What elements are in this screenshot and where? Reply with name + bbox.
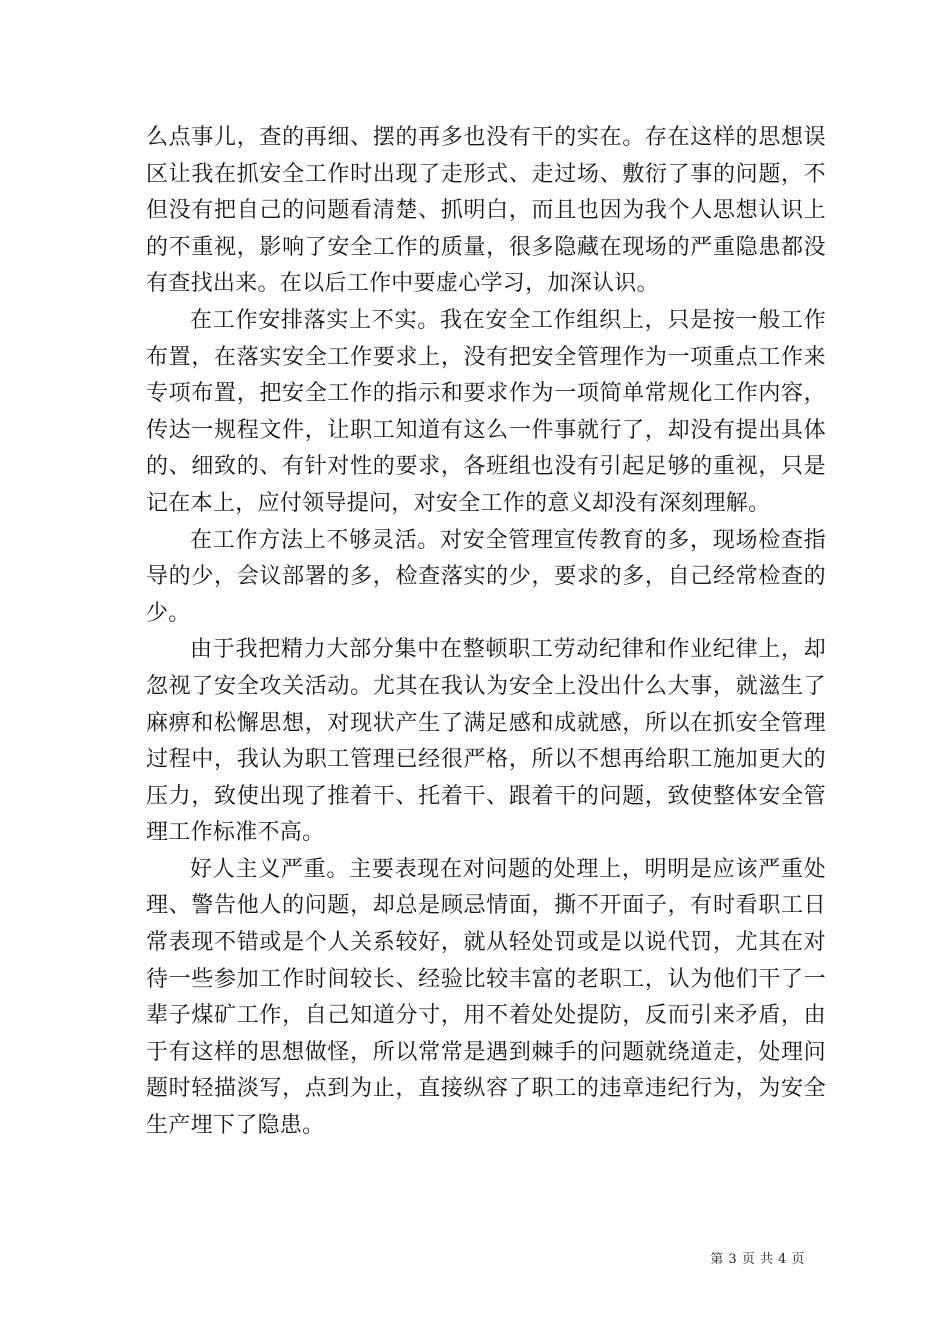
paragraph-5: 好人主义严重。主要表现在对问题的处理上，明明是应该严重处理、警告他人的问题，却总是顾忌情面，撕不开面子，有时看职工日常表现不错或是个人关系较好，就从轻处罚或是以说代罚，尤其在对待一些参加工作时间较长、经验比较丰富的老职工，认为他们干了一辈子煤矿工作，自己知道分寸，用不着处处提防，反而引来矛盾，由于有这样的思想做怪，所以常常是遇到棘手的问题就绕道走，处理问题时轻描淡写，点到为止，直接纵容了职工的违章违纪行为，为安全生产埋下了隐患。 xyxy=(146,856,826,1139)
paragraph-1: 么点事儿，查的再细、摆的再多也没有干的实在。存在这样的思想误区让我在抓安全工作时出现了走形式、走过场、敷衍了事的问题，不但没有把自己的问题看清楚、抓明白，而且也因为我个人思想认识上的不重视，影响了安全工作的质量，很多隐藏在现场的严重隐患都没有查找出来。在以后工作中要虚心学习，加深认识。 xyxy=(146,125,826,297)
paragraph-2: 在工作安排落实上不实。我在安全工作组织上，只是按一般工作布置，在落实安全工作要求上，没有把安全管理作为一项重点工作来专项布置，把安全工作的指示和要求作为一项简单常规化工作内容，传达一规程文件，让职工知道有这么一件事就行了，却没有提出具体的、细致的、有针对性的要求，各班组也没有引起足够的重视，只是记在本上，应付领导提问，对安全工作的意义却没有深刻理解。 xyxy=(146,307,826,516)
page-number-footer: 第 3 页 共 4 页 xyxy=(710,1252,805,1267)
paragraph-4: 由于我把精力大部分集中在整顿职工劳动纪律和作业纪律上，却忽视了安全攻关活动。尤其在我认为安全上没出什么大事，就滋生了麻痹和松懈思想，对现状产生了满足感和成就感，所以在抓安全管理过程中，我认为职工管理已经很严格，所以不想再给职工施加更大的压力，致使出现了推着干、托着干、跟着干的问题，致使整体安全管理工作标准不高。 xyxy=(146,637,826,846)
paragraph-3: 在工作方法上不够灵活。对安全管理宣传教育的多，现场检查指导的少，会议部署的多，检查落实的少，要求的多，自己经常检查的少。 xyxy=(146,527,826,626)
document-body xyxy=(146,120,826,1145)
